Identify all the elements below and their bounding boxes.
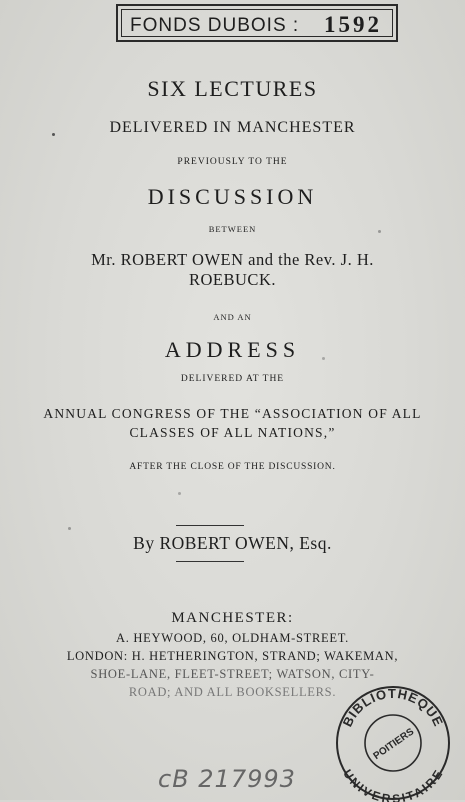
title-after-close: AFTER THE CLOSE OF THE DISCUSSION. bbox=[129, 462, 336, 472]
rule-below-author bbox=[176, 561, 244, 562]
title-and-an: AND AN bbox=[213, 312, 252, 322]
title-discussion: DISCUSSION bbox=[147, 184, 318, 209]
title-roebuck: ROEBUCK. bbox=[189, 270, 276, 289]
title-delivered-at: DELIVERED AT THE bbox=[180, 374, 285, 384]
title-participants: Mr. ROBERT OWEN and the Rev. J. H. bbox=[91, 250, 374, 269]
rule-above-author bbox=[176, 525, 244, 526]
imprint-city: MANCHESTER: bbox=[171, 610, 294, 626]
library-seal bbox=[334, 684, 452, 802]
svg-text:BIBLIOTHÈQUE bbox=[340, 686, 447, 729]
seal-inner-text: POITIERS bbox=[371, 726, 417, 763]
fonds-stamp bbox=[116, 4, 398, 42]
title-six-lectures: SIX LECTURES bbox=[147, 76, 318, 101]
stamp-label: FONDS DUBOIS : bbox=[130, 15, 300, 36]
svg-text:UNIVERSITAIRE bbox=[340, 767, 446, 802]
seal-top-text: BIBLIOTHÈQUE bbox=[339, 685, 447, 730]
title-previously: PREVIOUSLY TO THE bbox=[177, 157, 288, 167]
paper-speck bbox=[378, 230, 381, 233]
imprint-line-3: SHOE-LANE, FLEET-STREET; WATSON, CITY- bbox=[90, 667, 375, 681]
paper-speck bbox=[178, 492, 181, 495]
title-address: ADDRESS bbox=[164, 337, 301, 362]
title-classes: CLASSES OF ALL NATIONS,” bbox=[129, 425, 336, 440]
seal-bottom-text: UNIVERSITAIRE bbox=[340, 766, 446, 802]
paper-speck bbox=[68, 527, 71, 530]
imprint-line-1: A. HEYWOOD, 60, OLDHAM-STREET. bbox=[116, 631, 349, 645]
title-delivered: DELIVERED IN MANCHESTER bbox=[109, 119, 356, 136]
paper-speck bbox=[52, 133, 55, 136]
imprint-line-2: LONDON: H. HETHERINGTON, STRAND; WAKEMAN, bbox=[66, 649, 399, 663]
title-between: BETWEEN bbox=[208, 224, 257, 234]
paper-speck bbox=[322, 357, 325, 360]
stamp-number: 1592 bbox=[324, 12, 382, 37]
imprint-line-4: ROAD; AND ALL BOOKSELLERS. bbox=[128, 685, 337, 699]
handwritten-shelfmark: cB 217993 bbox=[158, 765, 296, 793]
title-congress: ANNUAL CONGRESS OF THE “ASSOCIATION OF ALL bbox=[43, 406, 422, 421]
author-line: By ROBERT OWEN, Esq. bbox=[133, 533, 332, 553]
